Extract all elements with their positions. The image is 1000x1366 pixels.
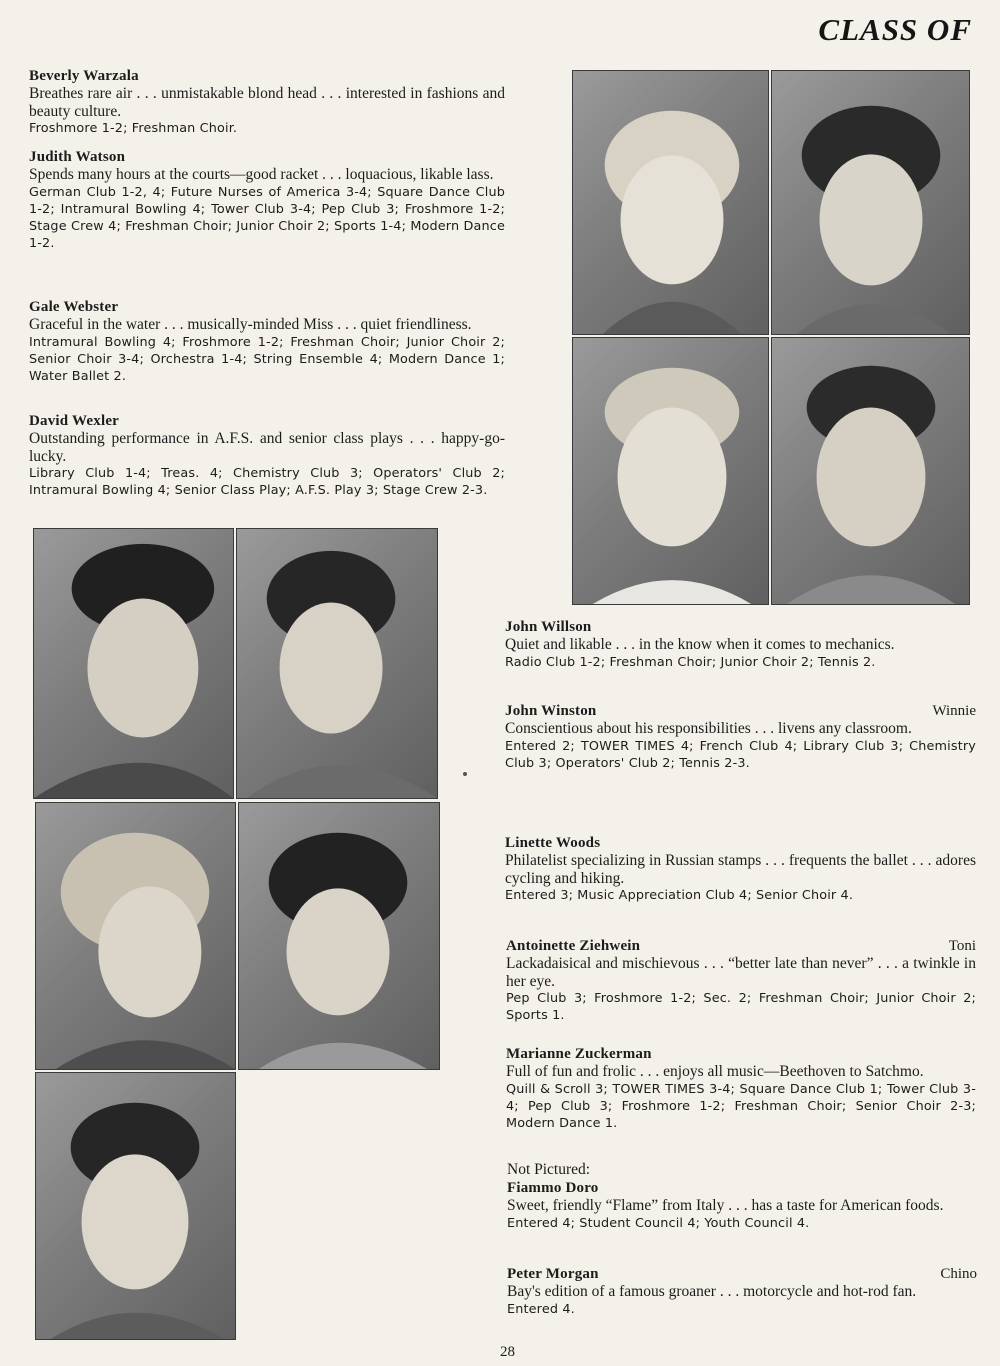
student-name: Beverly Warzala xyxy=(29,68,139,84)
student-name: David Wexler xyxy=(29,413,120,429)
portrait-photo-david-wexler xyxy=(771,337,970,605)
student-activities: Froshmore 1-2; Freshman Choir. xyxy=(29,121,238,136)
student-name: Antoinette Ziehwein xyxy=(506,938,641,954)
student-nickname: Chino xyxy=(940,1266,977,1282)
student-name: Fiammo Doro xyxy=(507,1180,599,1196)
student-description: Lackadaisical and mischievous . . . “better late than never” . . . a twinkle in her eye. xyxy=(506,955,976,990)
print-speck xyxy=(463,772,467,776)
student-name: John Willson xyxy=(505,619,592,635)
student-description: Breathes rare air . . . unmistakable blond head . . . interested in fashions and beauty culture. xyxy=(29,85,505,120)
student-description: Sweet, friendly “Flame” from Italy . . . has a taste for American foods. xyxy=(507,1197,944,1214)
student-name: Peter Morgan xyxy=(507,1266,599,1282)
entry-david-wexler xyxy=(29,413,505,499)
student-name: Linette Woods xyxy=(505,835,601,851)
not-pictured-label: Not Pictured: xyxy=(507,1161,591,1178)
student-description: Outstanding performance in A.F.S. and senior class plays . . . happy-go-lucky. xyxy=(29,430,505,465)
portrait-photo-antoinette-ziehwein xyxy=(238,802,440,1070)
entry-judith-watson xyxy=(29,149,505,252)
student-activities: German Club 1-2, 4; Future Nurses of America 3-4; Square Dance Club 1-2; Intramural Bowling 4; Tower Club 3-4; Pep Club 3; Froshmore 1-2; Stage Crew 4; Freshman Choir; Junior Choir 2; Sports 1-4; Modern Dance 1-2. xyxy=(29,184,505,251)
entry-john-willson xyxy=(505,619,976,671)
student-nickname: Toni xyxy=(948,938,976,954)
entry-antoinette-ziehwein xyxy=(506,938,976,1024)
student-description: Bay's edition of a famous groaner . . . motorcycle and hot-rod fan. xyxy=(507,1283,917,1300)
student-name: Marianne Zuckerman xyxy=(506,1046,652,1062)
student-name: Judith Watson xyxy=(29,149,126,165)
portrait-photo-beverly-warzala xyxy=(572,70,769,335)
student-activities: Entered 3; Music Appreciation Club 4; Senior Choir 4. xyxy=(505,888,854,903)
student-description: Graceful in the water . . . musically-minded Miss . . . quiet friendliness. xyxy=(29,316,472,333)
student-activities: Entered 2; TOWER TIMES 4; French Club 4; Library Club 3; Chemistry Club 3; Operators' Club 2; Tennis 2-3. xyxy=(505,738,976,771)
portrait-photo-marianne-zuckerman xyxy=(35,1072,236,1340)
page-heading: CLASS OF xyxy=(818,12,972,47)
page-number: 28 xyxy=(500,1344,515,1360)
entry-linette-woods xyxy=(505,835,976,904)
portrait-photo-john-willson xyxy=(33,528,234,799)
student-description: Conscientious about his responsibilities . . . livens any classroom. xyxy=(505,720,912,737)
portrait-photo-john-winston xyxy=(236,528,438,799)
portrait-photo-judith-watson xyxy=(771,70,970,335)
entry-peter-morgan xyxy=(507,1266,977,1318)
student-activities: Quill & Scroll 3; TOWER TIMES 3-4; Square Dance Club 1; Tower Club 3-4; Pep Club 3; Froshmore 1-2; Freshman Choir; Senior Choir 2-3; Modern Dance 1. xyxy=(506,1081,976,1131)
student-activities: Radio Club 1-2; Freshman Choir; Junior Choir 2; Tennis 2. xyxy=(505,654,876,670)
entry-john-winston xyxy=(505,703,976,772)
student-description: Quiet and likable . . . in the know when it comes to mechanics. xyxy=(505,636,895,653)
portrait-photo-linette-woods xyxy=(35,802,236,1070)
student-activities: Entered 4; Student Council 4; Youth Council 4. xyxy=(507,1215,810,1231)
entry-gale-webster xyxy=(29,299,505,385)
student-description: Spends many hours at the courts—good racket . . . loquacious, likable lass. xyxy=(29,166,494,183)
entry-fiammo-doro xyxy=(507,1180,977,1232)
student-name: John Winston xyxy=(505,703,597,719)
student-description: Full of fun and frolic . . . enjoys all music—Beethoven to Satchmo. xyxy=(506,1063,924,1080)
student-activities: Intramural Bowling 4; Froshmore 1-2; Freshman Choir; Junior Choir 2; Senior Choir 3-4; Orchestra 1-4; String Ensemble 4; Modern Dance 1; Water Ballet 2. xyxy=(29,334,505,384)
student-activities: Entered 4. xyxy=(507,1301,575,1317)
student-name: Gale Webster xyxy=(29,299,119,315)
student-nickname: Winnie xyxy=(932,703,976,719)
student-activities: Library Club 1-4; Treas. 4; Chemistry Club 3; Operators' Club 2; Intramural Bowling 4; Senior Class Play; A.F.S. Play 3; Stage Crew 2-3. xyxy=(29,466,505,498)
entry-beverly-warzala xyxy=(29,68,505,137)
student-activities: Pep Club 3; Froshmore 1-2; Sec. 2; Freshman Choir; Junior Choir 2; Sports 1. xyxy=(506,991,976,1023)
entry-marianne-zuckerman xyxy=(506,1046,976,1132)
portrait-photo-gale-webster xyxy=(572,337,769,605)
student-description: Philatelist specializing in Russian stamps . . . frequents the ballet . . . adores cycling and hiking. xyxy=(505,852,976,887)
